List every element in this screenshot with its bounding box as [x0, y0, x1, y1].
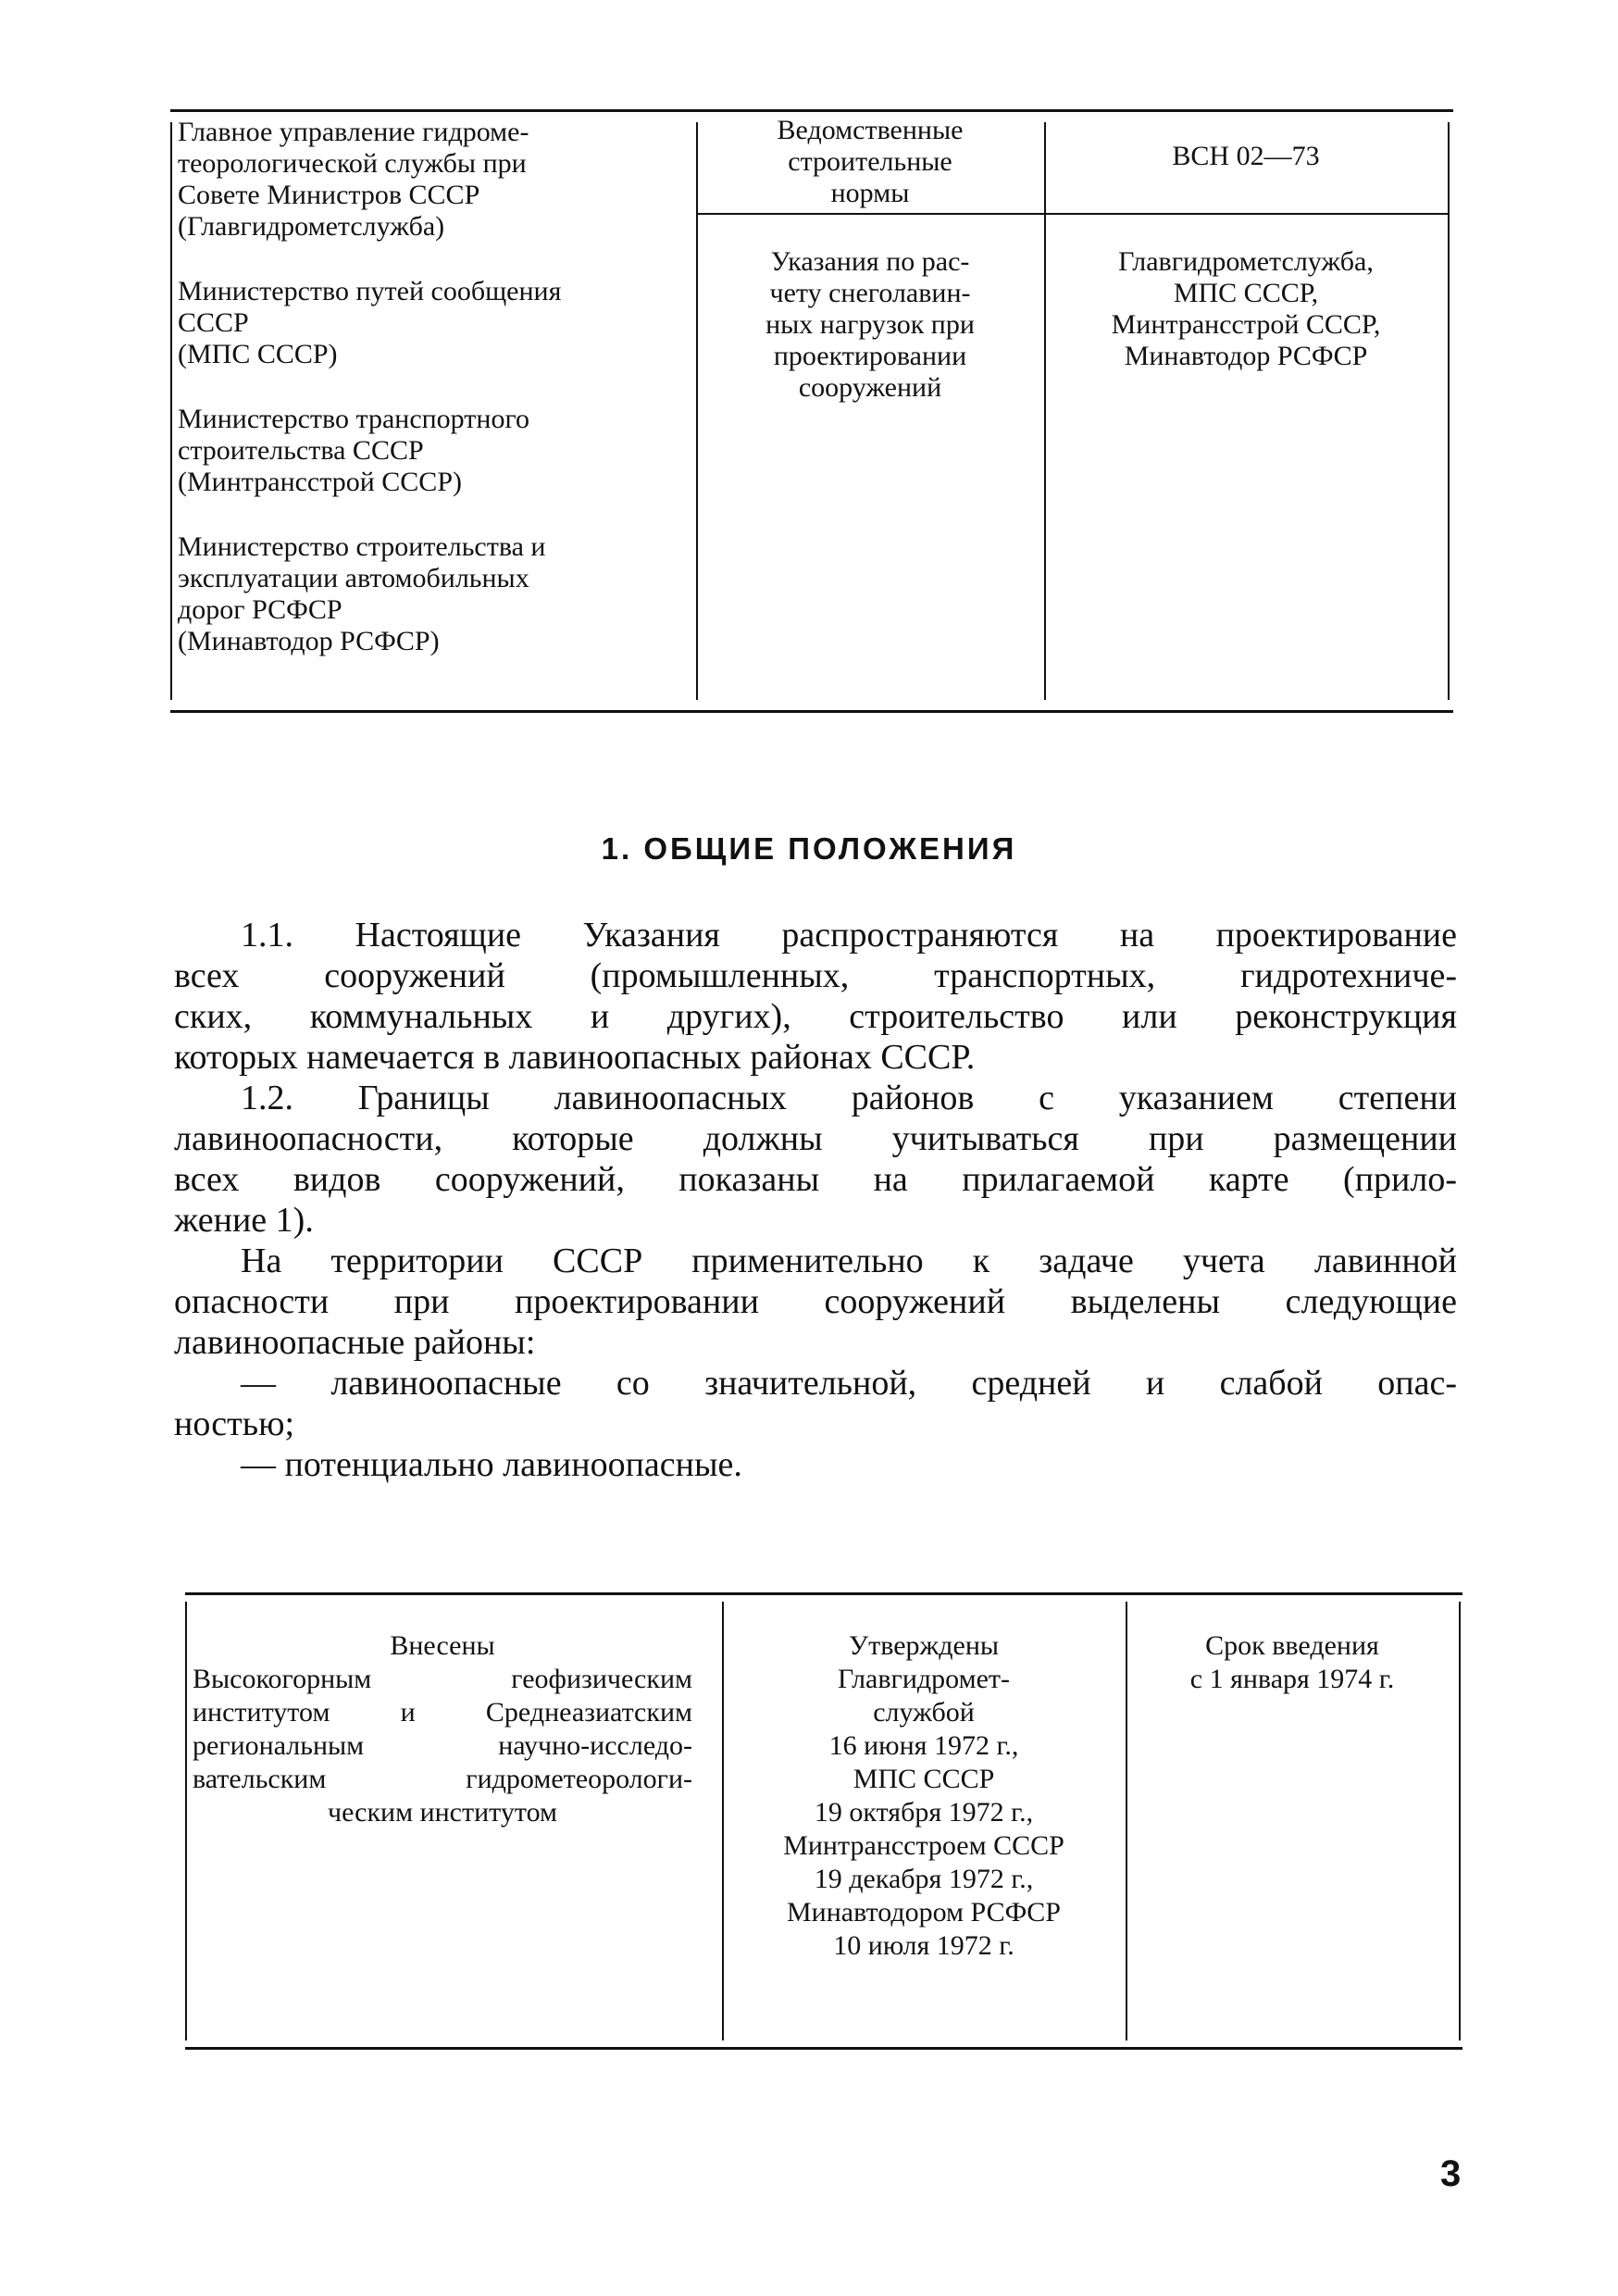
- paragraph-line: лавиноопасности, которые должны учитываться при размещении: [174, 1119, 1457, 1158]
- org-line: (Минавтодор РСФСР): [178, 626, 440, 656]
- paragraph-line: 1.2. Границы лавиноопасных районов с указанием степени: [241, 1079, 1457, 1117]
- footer-divider-1: [722, 1602, 724, 2040]
- approved-line: 19 октября 1972 г.,: [814, 1797, 1034, 1828]
- header-top-rule: [170, 109, 1453, 112]
- org-line: Министерство строительства и: [178, 531, 546, 562]
- effective-cell: [1135, 1629, 1450, 1696]
- introduced-heading: Внесены: [390, 1630, 495, 1661]
- issuer-line: МПС СССР,: [1173, 278, 1319, 308]
- paragraph-line: 1.1. Настоящие Указания распространяются на проектирование: [241, 916, 1457, 955]
- issuer-line: Главгидрометслужба,: [1118, 246, 1374, 277]
- doc-title-line: ных нагрузок при: [765, 309, 975, 340]
- introduced-line: вательским гидрометеорологи-: [193, 1764, 692, 1794]
- norm-type-cell: [705, 115, 1035, 209]
- doc-title-line: проектировании: [773, 341, 967, 371]
- organization-block: [178, 404, 678, 498]
- footer-divider-2: [1126, 1602, 1127, 2040]
- document-title-cell: [705, 246, 1035, 404]
- header-divider-1: [696, 122, 698, 700]
- approved-line: Минтрансстроем СССР: [783, 1830, 1064, 1861]
- org-line: Министерство путей сообщения: [178, 276, 562, 306]
- document-code: ВСН 02—73: [1172, 141, 1320, 171]
- paragraph-line: которых намечается в лавиноопасных районах СССР.: [174, 1038, 976, 1077]
- approved-line: 19 декабря 1972 г.,: [814, 1864, 1034, 1894]
- doc-title-line: сооружений: [798, 372, 942, 403]
- org-line: (МПС СССР): [178, 339, 338, 369]
- org-line: строительства СССР: [178, 435, 424, 466]
- page-number: 3: [1440, 2153, 1462, 2194]
- paragraph-line: На территории СССР применительно к задаче учета лавинной: [241, 1242, 1457, 1280]
- footer-top-rule: [185, 1592, 1462, 1595]
- header-right-rule: [1448, 122, 1450, 700]
- header-left-rule: [170, 122, 172, 700]
- paragraph-line: ностью;: [174, 1404, 295, 1443]
- paragraph-line: жение 1).: [174, 1201, 314, 1240]
- header-table: [170, 109, 1453, 713]
- norm-type-line: строительные: [788, 146, 952, 177]
- approved-line: 16 июня 1972 г.,: [828, 1730, 1019, 1761]
- organization-block: [178, 276, 678, 370]
- footer-table: [185, 1592, 1462, 2050]
- header-inner-rule: [696, 213, 1448, 215]
- organization-block: [178, 117, 678, 243]
- doc-title-line: чету снеголавин-: [769, 278, 971, 308]
- norm-type-line: нормы: [830, 178, 910, 208]
- org-line: теорологической службы при: [178, 148, 527, 179]
- section-title: 1. ОБЩИЕ ПОЛОЖЕНИЯ: [601, 831, 1017, 866]
- approved-line: Минавтодором РСФСР: [786, 1897, 1061, 1928]
- org-line: Главное управление гидроме-: [178, 117, 529, 147]
- approved-cell: [731, 1629, 1116, 1963]
- organization-block: [178, 531, 678, 657]
- paragraph-line: — потенциально лавиноопасные.: [241, 1445, 742, 1484]
- issuers-cell: [1053, 246, 1438, 372]
- introduced-line: институтом и Среднеазиатским: [193, 1697, 692, 1728]
- introduced-line: региональным научно-исследо-: [193, 1730, 692, 1761]
- header-divider-2: [1044, 122, 1046, 700]
- org-line: Министерство транспортного: [178, 404, 530, 434]
- paragraph-line: ских, коммунальных и других), строительство или реконструкция: [174, 997, 1457, 1036]
- footer-right-rule: [1459, 1602, 1461, 2040]
- paragraph-line: всех видов сооружений, показаны на прилагаемой карте (прило-: [174, 1160, 1457, 1199]
- footer-left-rule: [185, 1602, 187, 2040]
- introduced-cell: [193, 1629, 692, 1829]
- paragraph-line: — лавиноопасные со значительной, средней и слабой опас-: [241, 1364, 1457, 1403]
- section-body: [174, 915, 1457, 1485]
- org-line: дорог РСФСР: [178, 594, 342, 625]
- introduced-line: Высокогорным геофизическим: [193, 1664, 692, 1694]
- approved-line: Главгидромет-: [838, 1664, 1010, 1694]
- paragraph-line: лавиноопасные районы:: [174, 1323, 536, 1362]
- approved-line: МПС СССР: [853, 1764, 995, 1794]
- org-line: эксплуатации автомобильных: [178, 563, 529, 593]
- effective-date: с 1 января 1974 г.: [1189, 1664, 1395, 1694]
- doc-title-line: Указания по рас-: [770, 246, 970, 277]
- footer-bottom-rule: [185, 2047, 1462, 2050]
- header-bottom-rule: [170, 710, 1453, 713]
- org-line: СССР: [178, 307, 249, 338]
- approved-heading: Утверждены: [848, 1630, 1000, 1661]
- approved-line: службой: [873, 1697, 975, 1728]
- paragraph-line: опасности при проектировании сооружений выделены следующие: [174, 1282, 1457, 1321]
- issuer-line: Минавтодор РСФСР: [1124, 341, 1368, 371]
- introduced-line: ческим институтом: [327, 1797, 557, 1828]
- effective-heading: Срок введения: [1205, 1630, 1379, 1661]
- org-line: (Минтрансстрой СССР): [178, 467, 462, 497]
- org-line: Совете Министров СССР: [178, 180, 480, 210]
- approved-line: 10 июля 1972 г.: [833, 1930, 1014, 1961]
- org-line: (Главгидрометслужба): [178, 211, 445, 242]
- norm-type-line: Ведомственные: [777, 115, 964, 145]
- issuer-line: Минтрансстрой СССР,: [1111, 309, 1381, 340]
- paragraph-line: всех сооружений (промышленных, транспортных, гидротехниче-: [174, 956, 1457, 995]
- organizations-cell: [178, 117, 678, 691]
